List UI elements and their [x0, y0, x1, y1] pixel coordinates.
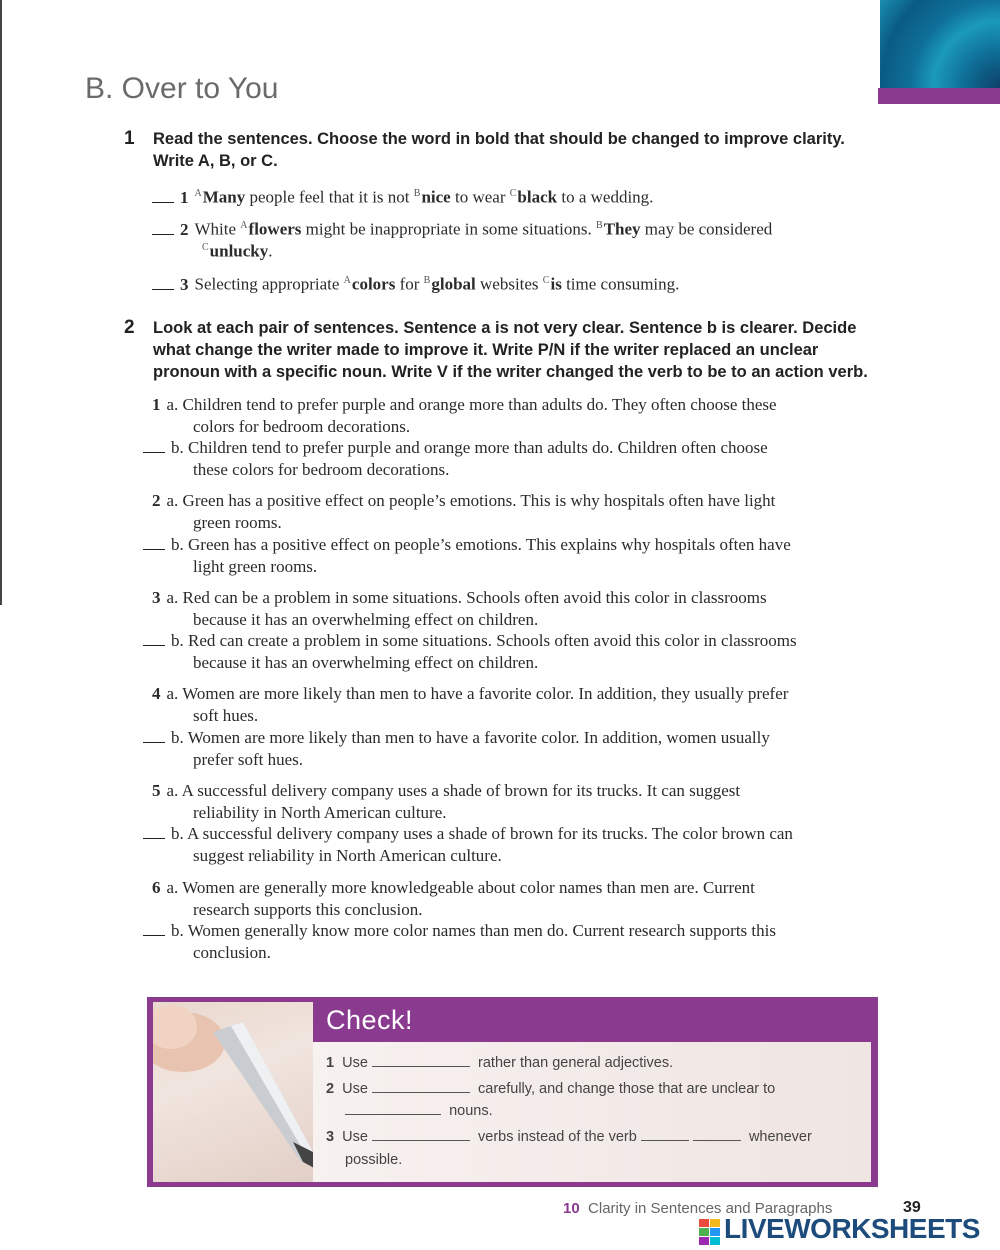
check-item-3: 3 Use verbs instead of the verb whenever: [326, 1129, 812, 1145]
pen-icon: [153, 1002, 313, 1182]
q1-item-1: 1 $^A$Many people feel that it is not $^B$nice to wear $^C$black to a wedding.: [152, 183, 653, 209]
answer-blank[interactable]: [143, 837, 165, 839]
answer-blank[interactable]: [152, 288, 174, 290]
answer-blank[interactable]: [152, 233, 174, 235]
q1-item-2: 2 White $^A$flowers might be inappropriate in some situations. $^B$They may be considered: [152, 215, 772, 241]
q2-number: 2: [124, 317, 135, 338]
q1-item-2-line2: $^C$unlucky.: [202, 241, 273, 261]
answer-blank[interactable]: [143, 934, 165, 936]
pair-2: 2 a. Green has a positive effect on people’s emotions. This is why hospitals often have light green rooms.: [152, 491, 776, 532]
check-item-2-line2: nouns.: [345, 1100, 493, 1122]
fill-blank[interactable]: [372, 1139, 470, 1141]
section-title: B. Over to You: [85, 72, 279, 105]
pair-2-b: b. Green has a positive effect on people’s emotions. This explains why hospitals often have light green rooms.: [143, 534, 791, 577]
liveworksheets-logo-icon: [699, 1219, 721, 1245]
pair-1-b: b. Children tend to prefer purple and orange more than adults do. Children often choose these colors for bedroom decorations.: [143, 437, 768, 480]
pair-3: 3 a. Red can be a problem in some situations. Schools often avoid this color in classrooms because it has an overwhelming effect on children.: [152, 588, 767, 629]
answer-blank[interactable]: [143, 451, 165, 453]
check-title: Check!: [326, 1005, 414, 1035]
corner-accent-bar: [878, 88, 1000, 104]
answer-blank[interactable]: [143, 644, 165, 646]
pair-6-b: b. Women generally know more color names than men do. Current research supports this conclusion.: [143, 920, 776, 963]
answer-blank[interactable]: [152, 201, 174, 203]
pair-5-b: b. A successful delivery company uses a shade of brown for its trucks. The color brown can suggest reliability in North American culture.: [143, 823, 793, 866]
q1-item-3: 3 Selecting appropriate $^A$colors for $^B$global websites $^C$is time consuming.: [152, 270, 679, 296]
answer-blank[interactable]: [143, 548, 165, 550]
pair-3-b: b. Red can create a problem in some situations. Schools often avoid this color in classrooms because it has an overwhelming effect on children.: [143, 630, 797, 673]
q1-instruction: Read the sentences. Choose the word in bold that should be changed to improve clarity. Write A, B, or C.: [153, 130, 845, 170]
watermark-liveworksheets: LIVEWORKSHEETS: [724, 1213, 980, 1244]
check-item-3-line2: possible.: [345, 1152, 403, 1168]
page-number: 39: [903, 1199, 921, 1216]
fill-blank[interactable]: [693, 1139, 741, 1141]
fill-blank[interactable]: [372, 1091, 470, 1093]
q2-instruction: Look at each pair of sentences. Sentence a is not very clear. Sentence b is clearer. Decide what change the writer made to improve it. Write P/N if the writer replaced an unclear pronoun with a specific noun. Write V if the writer changed the verb to be to an action verb.: [153, 319, 868, 381]
pair-1: 1 a. Children tend to prefer purple and orange more than adults do. They often choose these colors for bedroom decorations.: [152, 395, 777, 436]
pair-4-b: b. Women are more likely than men to have a favorite color. In addition, women usually prefer soft hues.: [143, 727, 770, 770]
pair-6: 6 a. Women are generally more knowledgeable about color names than men are. Current research supports this conclusion.: [152, 878, 755, 919]
chapter-footer: 10 Clarity in Sentences and Paragraphs: [563, 1200, 833, 1217]
q1-number: 1: [124, 128, 135, 149]
pen-writing-photo: [153, 1002, 313, 1182]
fill-blank[interactable]: [372, 1065, 470, 1067]
fill-blank[interactable]: [641, 1139, 689, 1141]
check-item-1: 1 Use rather than general adjectives.: [326, 1055, 674, 1071]
fill-blank[interactable]: [345, 1113, 441, 1115]
left-border: [0, 0, 2, 605]
pair-5: 5 a. A successful delivery company uses a shade of brown for its trucks. It can suggest reliability in North American culture.: [152, 781, 741, 822]
pair-4: 4 a. Women are more likely than men to have a favorite color. In addition, they usually prefer soft hues.: [152, 684, 789, 725]
answer-blank[interactable]: [143, 741, 165, 743]
corner-decoration: [880, 0, 1000, 88]
check-item-2: 2 Use carefully, and change those that are unclear to: [326, 1081, 776, 1097]
